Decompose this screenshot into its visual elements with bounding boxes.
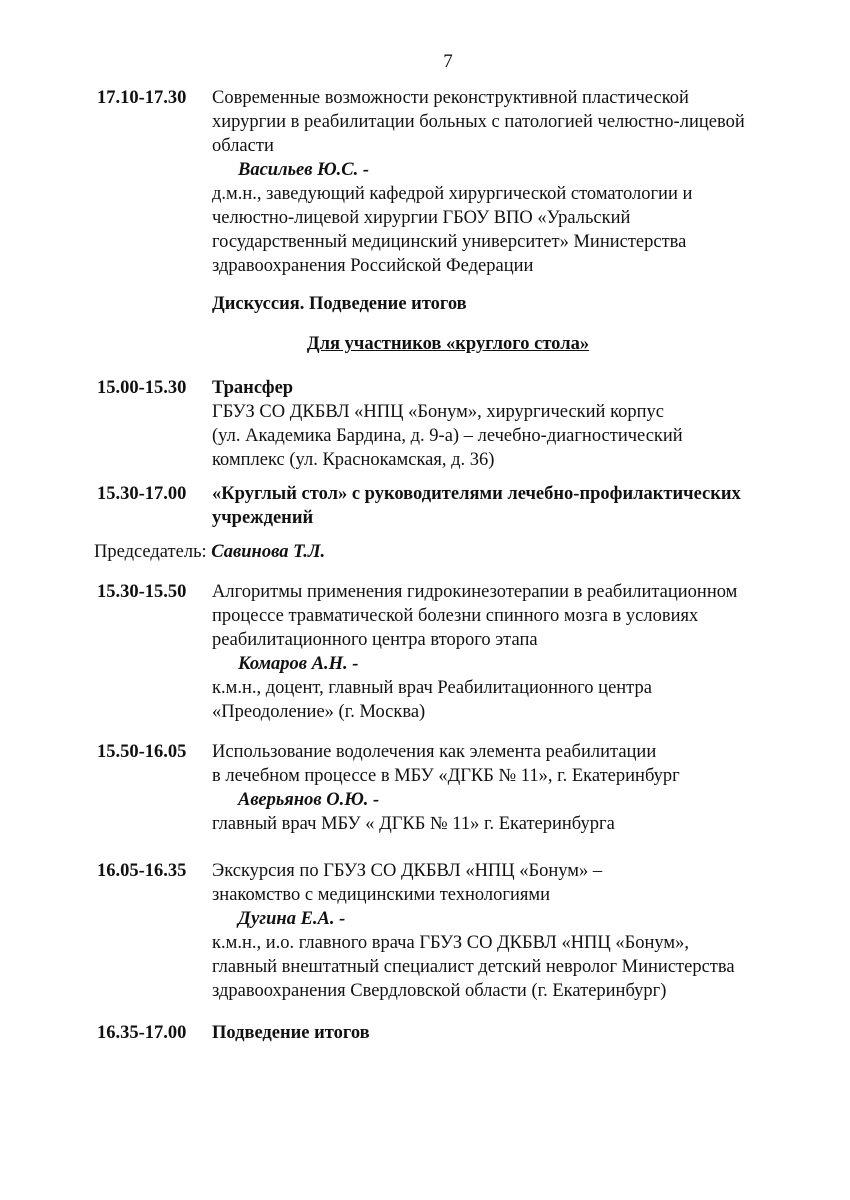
title-line: Современные возможности реконструктивной пластической bbox=[212, 88, 689, 108]
title-line: Трансфер bbox=[212, 378, 294, 398]
time-label: 16.05-16.35 bbox=[97, 861, 187, 881]
speaker-detail: государственный медицинский университет» Министерства bbox=[212, 232, 687, 252]
page-number: 7 bbox=[443, 51, 453, 72]
chair-label: Председатель: bbox=[94, 542, 207, 562]
item-body bbox=[212, 740, 812, 836]
speaker-name: Аверьянов О.Ю. - bbox=[238, 790, 380, 810]
title-line: Алгоритмы применения гидрокинезотерапии в реабилитационном bbox=[212, 582, 738, 602]
title-line: знакомство с медицинскими технологиями bbox=[212, 885, 551, 905]
speaker-detail: д.м.н., заведующий кафедрой хирургической стоматологии и bbox=[212, 184, 693, 204]
item-body bbox=[212, 580, 812, 724]
title-line: реабилитационного центра второго этапа bbox=[212, 630, 538, 650]
item-body bbox=[212, 859, 812, 1003]
item-body bbox=[212, 86, 812, 316]
title-line: Подведение итогов bbox=[212, 1023, 370, 1043]
title-line: хирургии в реабилитации больных с патологией челюстно-лицевой bbox=[212, 112, 745, 132]
detail-line: комплекс (ул. Краснокамская, д. 36) bbox=[212, 450, 495, 470]
speaker-name: Комаров А.Н. - bbox=[238, 654, 359, 674]
speaker-detail: главный врач МБУ « ДГКБ № 11» г. Екатеринбурга bbox=[212, 814, 615, 834]
speaker-detail: здравоохранения Свердловской области (г. Екатеринбург) bbox=[212, 981, 667, 1001]
speaker-detail: «Преодоление» (г. Москва) bbox=[212, 702, 426, 722]
title-line: в лечебном процессе в МБУ «ДГКБ № 11», г. Екатеринбург bbox=[212, 766, 680, 786]
time-label: 15.30-17.00 bbox=[97, 484, 187, 504]
speaker-detail: здравоохранения Российской Федерации bbox=[212, 256, 534, 276]
round-table-heading: Для участников «круглого стола» bbox=[306, 334, 590, 354]
item-body bbox=[212, 376, 812, 472]
title-line: «Круглый стол» с руководителями лечебно-профилактических bbox=[212, 484, 741, 504]
time-label: 15.50-16.05 bbox=[97, 742, 187, 762]
speaker-detail: к.м.н., и.о. главного врача ГБУЗ СО ДКБВЛ «НПЦ «Бонум», bbox=[212, 933, 690, 953]
title-line: процессе травматической болезни спинного мозга в условиях bbox=[212, 606, 699, 626]
speaker-detail: главный внештатный специалист детский невролог Министерства bbox=[212, 957, 735, 977]
speaker-detail: к.м.н., доцент, главный врач Реабилитационного центра bbox=[212, 678, 652, 698]
title-line: Экскурсия по ГБУЗ СО ДКБВЛ «НПЦ «Бонум» – bbox=[212, 861, 603, 881]
time-label: 15.30-15.50 bbox=[97, 582, 187, 602]
title-line: учреждений bbox=[212, 508, 314, 528]
time-label: 17.10-17.30 bbox=[97, 88, 187, 108]
title-line: области bbox=[212, 136, 274, 156]
item-body bbox=[212, 1021, 812, 1045]
speaker-name: Васильев Ю.С. - bbox=[238, 160, 370, 180]
detail-line: ГБУЗ СО ДКБВЛ «НПЦ «Бонум», хирургический корпус bbox=[212, 402, 664, 422]
chair-name: Савинова Т.Л. bbox=[211, 542, 326, 562]
detail-line: (ул. Академика Бардина, д. 9-а) – лечебно-диагностический bbox=[212, 426, 683, 446]
speaker-detail: челюстно-лицевой хирургии ГБОУ ВПО «Уральский bbox=[212, 208, 631, 228]
speaker-name: Дугина Е.А. - bbox=[238, 909, 346, 929]
discussion-label: Дискуссия. Подведение итогов bbox=[212, 294, 467, 314]
item-body bbox=[212, 482, 812, 530]
chair-line bbox=[94, 540, 325, 564]
time-label: 16.35-17.00 bbox=[97, 1023, 187, 1043]
time-label: 15.00-15.30 bbox=[97, 378, 187, 398]
title-line: Использование водолечения как элемента реабилитации bbox=[212, 742, 657, 762]
